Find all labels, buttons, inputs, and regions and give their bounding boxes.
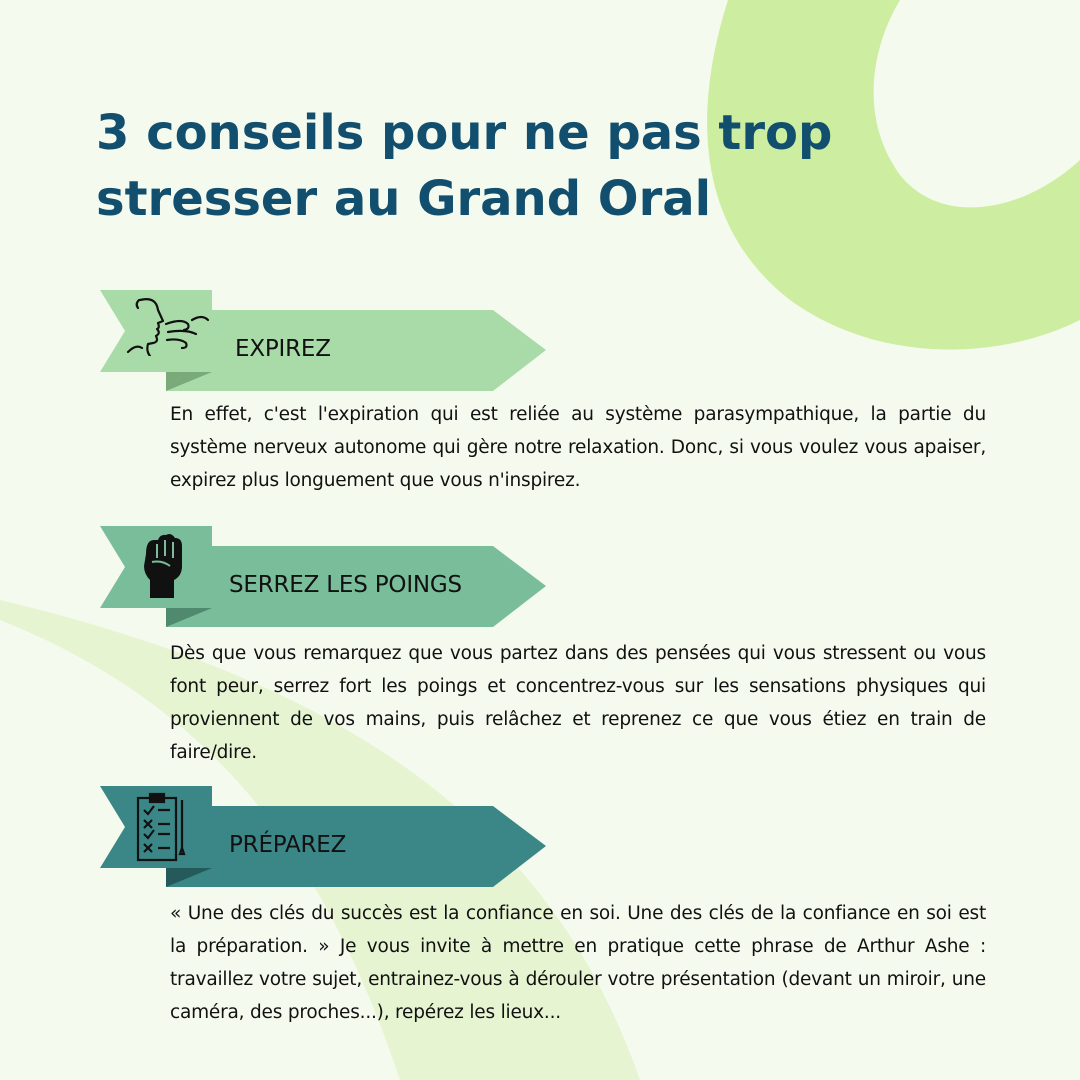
exhale-face-icon	[126, 296, 216, 356]
tip-text-expirez: En effet, c'est l'expiration qui est reliée au système parasympathique, la partie du système nerveux autonome qui gère notre relaxation. Donc, si vous voulez vous apaiser, expirez plus longuement que vous n'inspirez.	[170, 404, 986, 491]
title-line-1: 3 conseils pour ne pas trop	[96, 105, 833, 161]
title-line-2: stresser au Grand Oral	[96, 171, 712, 227]
tip-banner-preparez	[0, 786, 560, 896]
raised-fist-icon	[140, 532, 188, 602]
tip-label: PRÉPAREZ	[229, 832, 347, 858]
checklist-icon	[134, 792, 190, 864]
tip-text-serrez-les-poings: Dès que vous remarquez que vous partez dans des pensées qui vous stressent ou vous font peur, serrez fort les poings et concentrez-vous sur les sensations physiques qui proviennent de vos mains, puis relâchez et reprenez ce que vous étiez en train de faire/dire.	[170, 643, 986, 763]
tip-banner-serrez-les-poings	[0, 526, 560, 636]
tip-text-preparez: « Une des clés du succès est la confiance en soi. Une des clés de la confiance en soi est la préparation. » Je vous invite à mettre en pratique cette phrase de Arthur Ashe : travaillez votre sujet, entrainez-vous à dérouler votre présentation (devant un miroir, une caméra, des proches...), repérez les lieux...	[170, 903, 986, 1023]
tip-label: EXPIREZ	[235, 336, 331, 362]
tip-banner-expirez	[0, 290, 560, 400]
tip-label: SERREZ LES POINGS	[229, 572, 462, 598]
page-title	[96, 100, 856, 232]
